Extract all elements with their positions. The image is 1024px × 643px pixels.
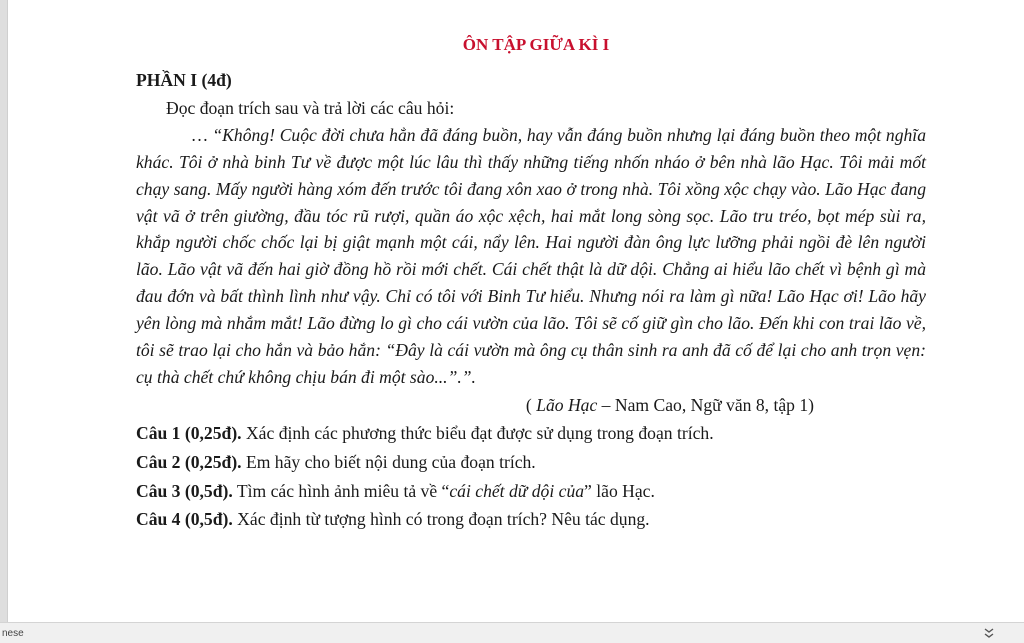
question-2-text: Em hãy cho biết nội dung của đoạn trích. [241,452,536,473]
document-content [136,26,926,533]
source-rest: – Nam Cao, Ngữ văn 8, tập 1) [597,394,814,415]
question-2 [136,449,926,476]
question-3-text-before: Tìm các hình ảnh miêu tả về “ [232,480,450,501]
question-4-label: Câu 4 (0,5đ). [136,509,233,530]
question-1-text: Xác định các phương thức biểu đạt được sử dụng trong đoạn trích. [241,423,714,444]
part-heading: PHẦN I (4đ) [136,69,232,90]
question-3-label: Câu 3 (0,5đ). [136,480,233,501]
question-1-label: Câu 1 (0,25đ). [136,423,242,444]
excerpt-passage: … “Không! Cuộc đời chưa hẳn đã đáng buồn, hay vẫn đáng buồn nhưng lại đáng buồn theo một nghĩa khác. Tôi ở nhà binh Tư về được một lúc lâu thì thấy những tiếng nhốn nháo ở bên nhà lão Hạc. Tôi mải mốt chạy sang. Mấy người hàng xóm đến trước tôi đang xôn xao ở trong nhà. Tôi xồng xộc chạy vào. Lão Hạc đang vật vã ở trên giường, đầu tóc rũ rượi, quần áo xộc xệch, hai mắt long sòng sọc. Lão tru tréo, bọt mép sùi ra, khắp người chốc chốc lại bị giật mạnh một cái, nẩy lên. Hai người đàn ông lực lưỡng phải ngồi đè lên người lão. Lão vật vã đến hai giờ đồng hồ rồi mới chết. Cái chết thật là dữ dội. Chẳng ai hiểu lão chết vì bệnh gì mà đau đớn và bất thình lình như vậy. Chỉ có tôi với Binh Tư hiểu. Nhưng nói ra làm gì nữa! Lão Hạc ơi! Lão hãy yên lòng mà nhắm mắt! Lão đừng lo gì cho cái vườn của lão. Tôi sẽ cố giữ gìn cho lão. Đến khi con trai lão về, tôi sẽ trao lại cho hắn và bảo hắn: “Đây là cái vườn mà ông cụ thân sinh ra anh đã cố để lại cho anh trọn vẹn: cụ thà chết chứ không chịu bán đi một sào...”.”. [136,124,926,387]
status-language[interactable]: nese [2,628,24,639]
question-3-emphasis: cái chết dữ dội của [449,480,585,501]
question-4-text: Xác định từ tượng hình có trong đoạn trích? Nêu tác dụng. [232,509,650,530]
page-left-edge [0,0,8,622]
question-3-text-after: ” lão Hạc. [584,480,655,501]
question-1 [136,420,926,447]
question-4 [136,506,926,533]
question-2-label: Câu 2 (0,25đ). [136,452,242,473]
excerpt-source [136,392,926,419]
status-bar [0,622,1024,643]
source-open: ( [525,394,537,415]
collapse-chevrons-icon[interactable] [982,626,996,640]
instruction-text: Đọc đoạn trích sau và trả lời các câu hỏi: [166,98,455,119]
question-3 [136,478,926,505]
source-title: Lão Hạc [536,394,598,415]
document-title: ÔN TẬP GIỮA KÌ I [462,35,610,54]
